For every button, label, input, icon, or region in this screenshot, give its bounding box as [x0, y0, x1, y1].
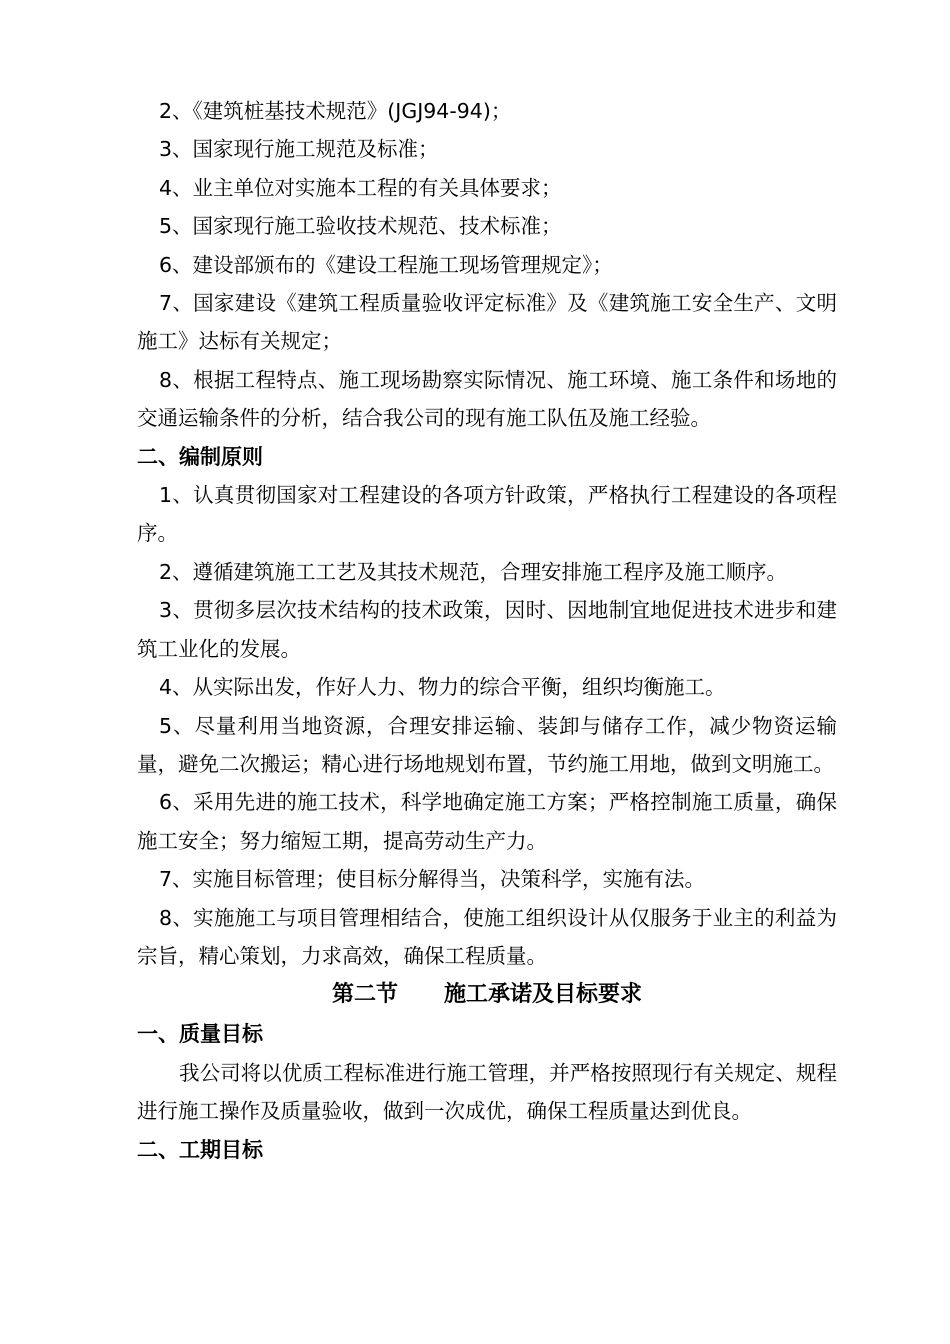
principle-item-3: 3、贯彻多层次技术结构的技术政策，因时、因地制宜地促进技术进步和建筑工业化的发展。	[137, 598, 837, 661]
principle-item-4: 4、从实际出发，作好人力、物力的综合平衡，组织均衡施工。	[159, 675, 726, 700]
section-title: 第二节 施工承诺及目标要求	[332, 982, 642, 1008]
basis-item-5: 5、国家现行施工验收技术规范、技术标准；	[159, 214, 562, 239]
principle-item-8: 8、实施施工与项目管理相结合，使施工组织设计从仅服务于业主的利益为宗旨，精心策划，力求高效，确保工程质量。	[137, 905, 837, 968]
basis-item-4: 4、业主单位对实施本工程的有关具体要求；	[159, 175, 562, 200]
schedule-heading: 二、工期目标	[137, 1137, 263, 1162]
principle-item-1: 1、认真贯彻国家对工程建设的各项方针政策，严格执行工程建设的各项程序。	[137, 483, 837, 546]
principle-item-7: 7、实施目标管理；使目标分解得当，决策科学，实施有法。	[159, 867, 706, 892]
basis-item-2: 2、《建筑桩基技术规范》(JGJ94-94)；	[159, 99, 512, 123]
basis-item-7: 7、国家建设《建筑工程质量验收评定标准》及《建筑施工安全生产、文明施工》达标有关规定；	[137, 291, 837, 354]
principle-item-2: 2、遵循建筑施工工艺及其技术规范，合理安排施工程序及施工顺序。	[159, 559, 788, 584]
quality-heading: 一、质量目标	[137, 1022, 263, 1047]
basis-item-3: 3、国家现行施工规范及标准；	[159, 137, 439, 162]
basis-item-6: 6、建设部颁布的《建设工程施工现场管理规定》；	[159, 252, 613, 277]
principles-heading: 二、编制原则	[137, 444, 263, 469]
principle-item-6: 6、采用先进的施工技术，科学地确定施工方案；严格控制施工质量，确保施工安全；努力缩短工期，提高劳动生产力。	[137, 790, 837, 853]
principle-item-5: 5、尽量利用当地资源，合理安排运输、装卸与储存工作，减少物资运输量，避免二次搬运；精心进行场地规划布置，节约施工用地，做到文明施工。	[137, 713, 837, 776]
quality-paragraph: 我公司将以优质工程标准进行施工管理，并严格按照现行有关规定、规程进行施工操作及质量验收，做到一次成优，确保工程质量达到优良。	[137, 1060, 837, 1124]
document-body	[137, 92, 837, 1169]
basis-item-8: 8、根据工程特点、施工现场勘察实际情况、施工环境、施工条件和场地的交通运输条件的分析，结合我公司的现有施工队伍及施工经验。	[137, 367, 837, 431]
